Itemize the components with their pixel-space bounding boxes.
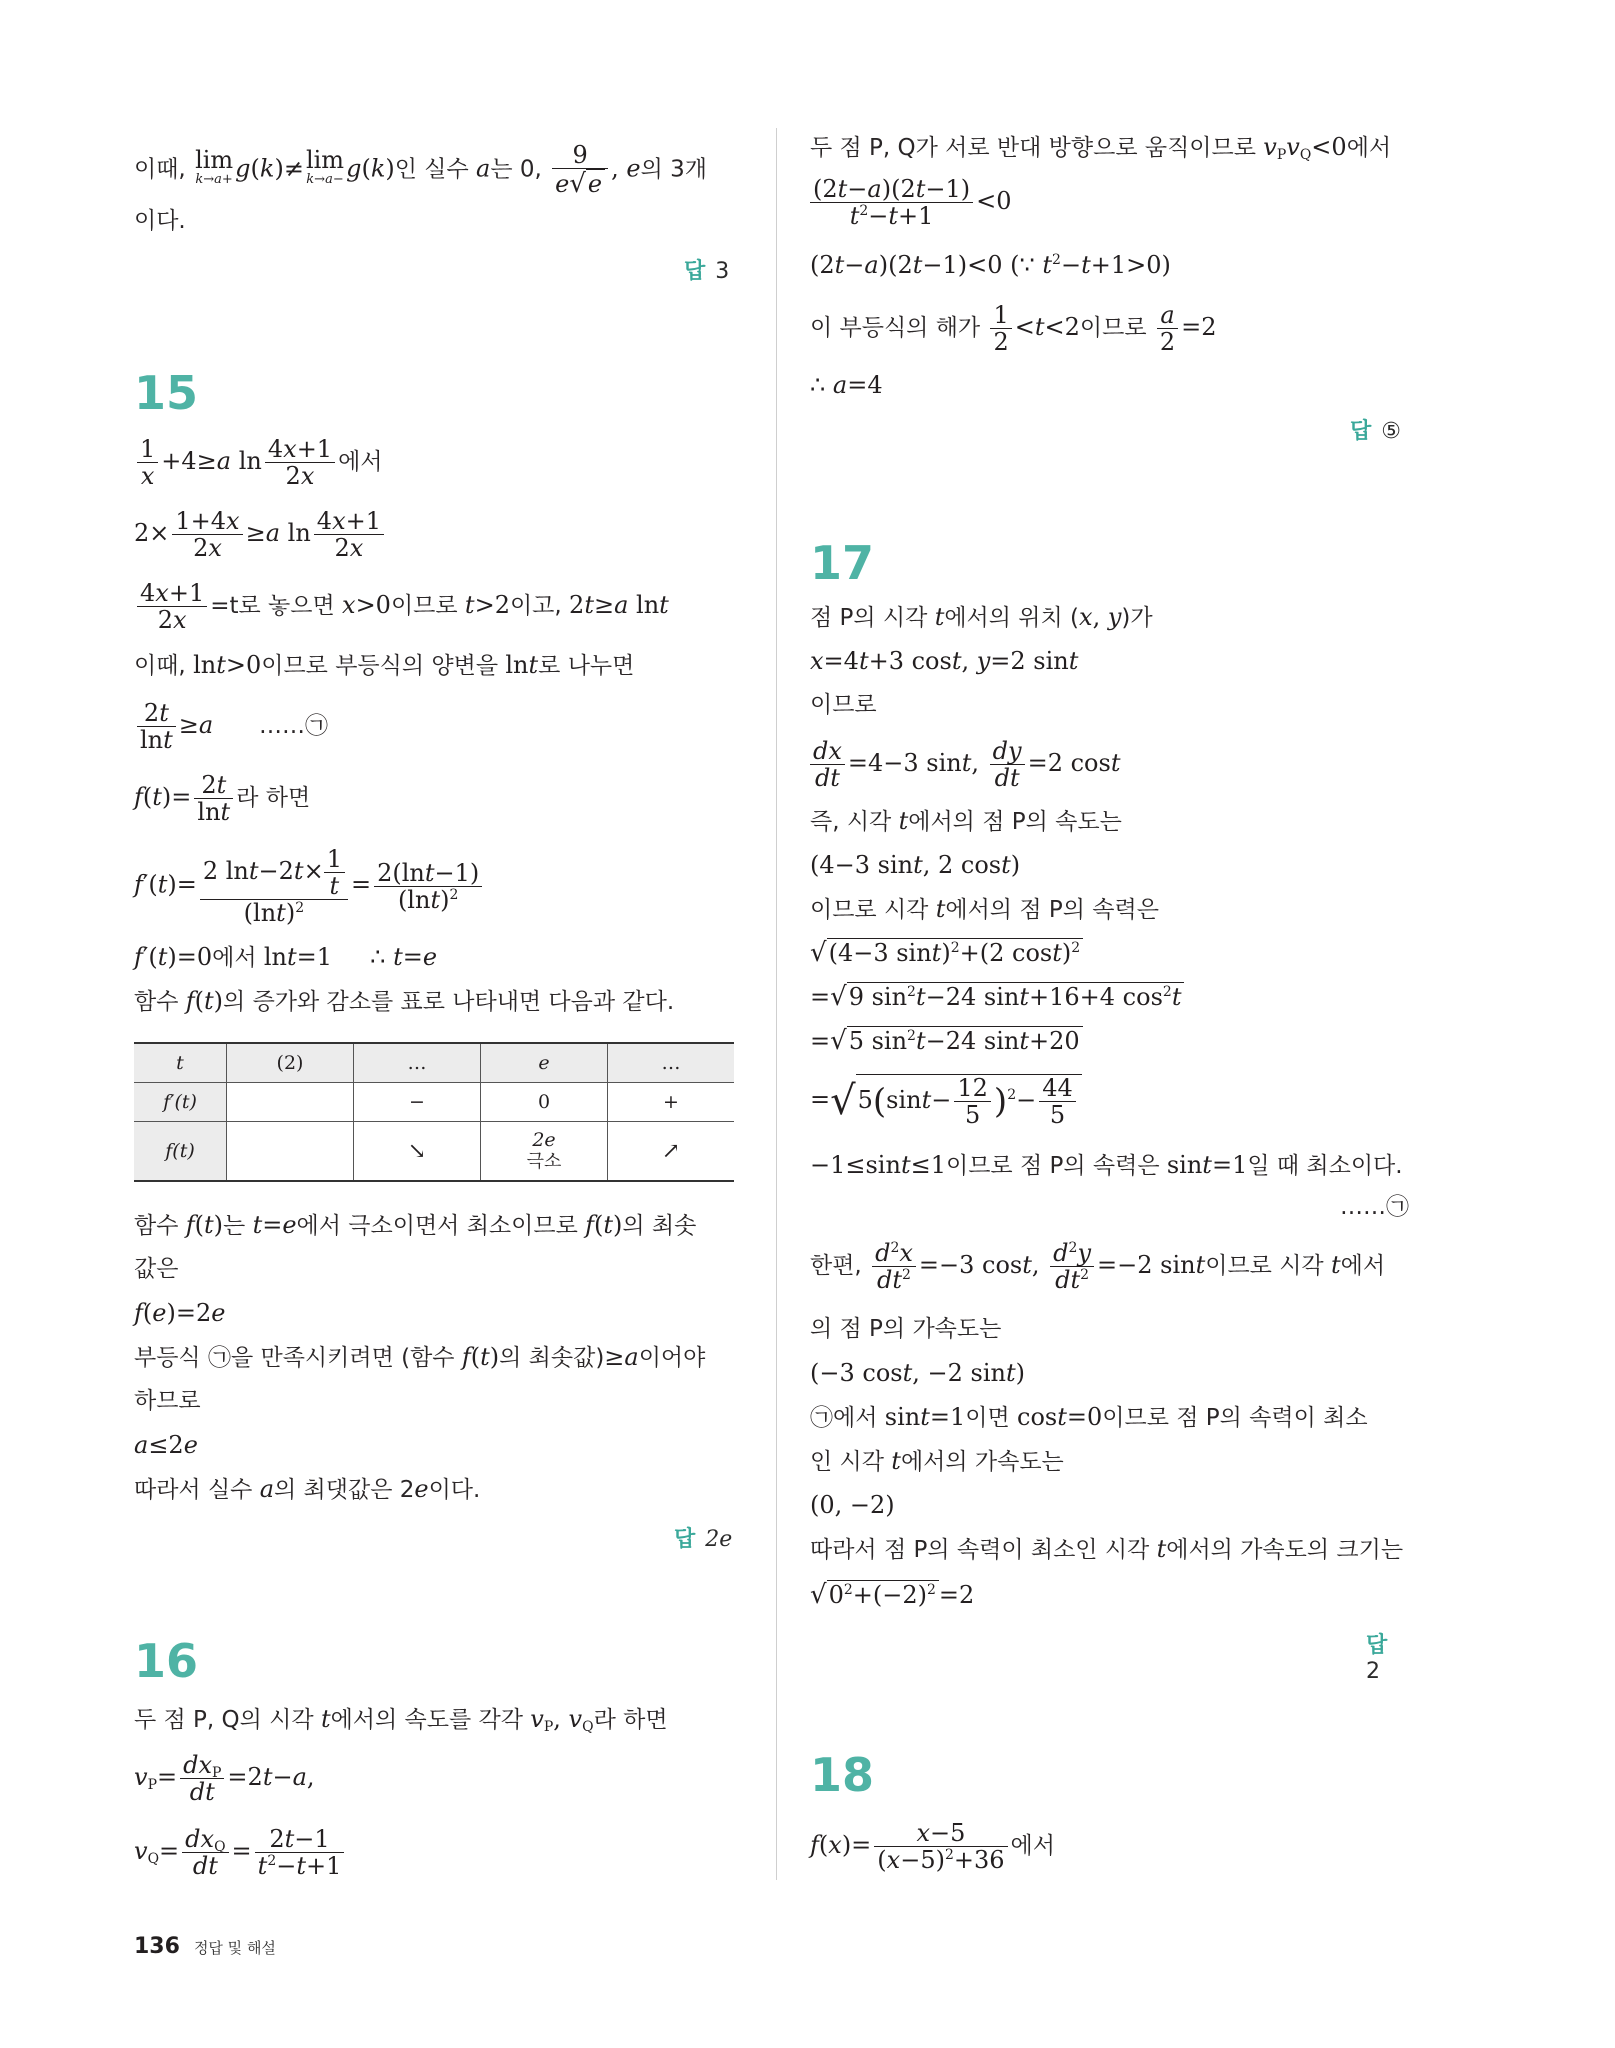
p17-line-11: 따라서 점 P의 속력이 최소인 시각 t에서의 가속도의 크기는 bbox=[810, 1535, 1404, 1563]
p17-line-7: 한편, $\frac{d^2x}{dt^2}$ =−3 cost, $\frac{d^2y}{dt^2}$ =−2 sint이므로 시각 t에서 bbox=[810, 1239, 1386, 1294]
p15-eq-5: $\frac{2t}{\ln t}$ ≥a ……㉠ bbox=[134, 700, 328, 753]
p18-line-1: f(x)= $\frac{x-5}{(x-5)^2+36}$ 에서 bbox=[810, 1819, 1055, 1874]
p14-answer: 답 3 bbox=[684, 259, 730, 284]
p17-line-3: 이므로 bbox=[810, 692, 877, 718]
p15-eq-2: 2× $\frac{1+4x}{2x}$ ≥a ln $\frac{4x+1}{2x}$ bbox=[134, 508, 387, 561]
problem-18-number: 18 bbox=[810, 1748, 875, 1802]
page-footer bbox=[134, 1934, 276, 1959]
problem-16-number: 16 bbox=[134, 1634, 199, 1688]
table-cell: ↗ bbox=[608, 1122, 735, 1182]
table-cell: t bbox=[134, 1043, 227, 1083]
p15-eq-6: f(t)= $\frac{2t}{\ln t}$ 라 하면 bbox=[134, 771, 311, 826]
problem-15-number: 15 bbox=[134, 366, 199, 420]
p15-line-15: a≤2e bbox=[134, 1431, 198, 1459]
p17-line-4: 즉, 시각 t에서의 점 P의 속도는 bbox=[810, 807, 1122, 835]
p17-acceleration: (−3 cost, −2 sint) bbox=[810, 1359, 1025, 1387]
footer-text: 정답 및 해설 bbox=[193, 1939, 276, 1957]
table-cell: 0 bbox=[481, 1083, 608, 1122]
min-label: 극소 bbox=[526, 1151, 562, 1172]
p17-speed-1: √(4−3 sint)$^2$+(2 cost)$^2$ bbox=[810, 938, 1083, 968]
table-cell: f(t) bbox=[134, 1122, 227, 1182]
table-cell: f′(t) bbox=[134, 1083, 227, 1122]
table-cell: … bbox=[354, 1043, 481, 1083]
p17-speed-4: =√5(sint− $\frac{12}{5}$ )$^2$− $\frac{44}{5}$ bbox=[810, 1074, 1082, 1128]
p16-eq-vq: $v_Q=$ $\frac{dx_Q}{dt}$ = $\frac{2t-1}{t^2-t+1}$ bbox=[134, 1826, 347, 1879]
table-row bbox=[134, 1083, 734, 1122]
table-cell: − bbox=[354, 1083, 481, 1122]
min-value: 2e bbox=[532, 1129, 556, 1151]
p17-magnitude: $√0^2+(-2)^2 =2$ bbox=[810, 1580, 975, 1610]
p16-eq-vp: $v_P=$ $\frac{dx_P}{dt}$ =2t−a, bbox=[134, 1751, 315, 1806]
p16-answer: 답 ⑤ bbox=[1350, 419, 1401, 444]
p17-velocity: (4−3 sint, 2 cost) bbox=[810, 851, 1021, 879]
column-divider bbox=[776, 128, 777, 1880]
table-cell: e bbox=[481, 1043, 608, 1083]
p17-line-2: x=4t+3 cost, y=2 sint bbox=[810, 647, 1079, 675]
p16-result: ∴ a=4 bbox=[810, 371, 883, 399]
p15-eq-7: f′(t)= 2 lnt−2t× $\frac{1}{t}$ $(\ln t)^2$ = $\frac{2(\ln t-1)}{(\ln t)^2}$ bbox=[134, 846, 485, 926]
p17-eq-deriv: $\frac{dx}{dt}$ =4−3 sint, $\frac{dy}{dt}$ =2 cost bbox=[810, 738, 1120, 791]
problem-17-number: 17 bbox=[810, 536, 875, 590]
p16-eq-ineq-1: $\frac{(2t-a)(2t-1)}{t^2-t+1}$ <0 bbox=[810, 176, 1012, 229]
p16-eq-ineq-2: (2t−a)(2t−1)<0 (∵ $t^2-t+1>0$) bbox=[810, 251, 1171, 279]
p17-acc-value: (0, −2) bbox=[810, 1491, 895, 1519]
p17-line-9: ㉠에서 sint=1이면 cost=0이므로 점 P의 속력이 최소 bbox=[810, 1403, 1368, 1431]
p17-line-10: 인 시각 t에서의 가속도는 bbox=[810, 1447, 1064, 1475]
p17-marker: ……㉠ bbox=[1340, 1194, 1409, 1220]
page-number: 136 bbox=[134, 1934, 180, 1959]
table-row bbox=[134, 1043, 734, 1083]
p17-speed-3: =√5 $\sin^2t-24$ sint+20 bbox=[810, 1026, 1083, 1056]
p16-line-2: 두 점 P, Q가 서로 반대 방향으로 움직이므로 $v_Pv_Q<0$에서 bbox=[810, 133, 1392, 163]
table-cell: (2) bbox=[227, 1043, 354, 1083]
table-row bbox=[134, 1122, 734, 1182]
p17-line-5: 이므로 시각 t에서의 점 P의 속력은 bbox=[810, 895, 1159, 923]
p17-line-6: −1≤sint≤1이므로 점 P의 속력은 sint=1일 때 최소이다. bbox=[810, 1151, 1403, 1179]
p16-line-1: 두 점 P, Q의 시각 t에서의 속도를 각각 $v_P$, $v_Q$라 하면 bbox=[134, 1705, 668, 1735]
p17-line-8: 의 점 P의 가속도는 bbox=[810, 1316, 1002, 1342]
p17-speed-2: =√9 $\sin^2t-24$ sint+16+4 $\cos^2t$ bbox=[810, 982, 1184, 1012]
increase-decrease-table bbox=[134, 1042, 734, 1182]
p15-line-14: 하므로 bbox=[134, 1388, 201, 1414]
p14-line-1: 이때, lim k→a+ g(k)≠ lim k→a− g(k)인 실수 a는 0, $\frac{9}{e√e}$ , e의 3개 bbox=[134, 141, 707, 199]
p15-line-10: 함수 f(t)는 t=e에서 극소이면서 최소이므로 f(t)의 최솟 bbox=[134, 1211, 697, 1239]
table-cell: … bbox=[608, 1043, 735, 1083]
p15-line-11: 값은 bbox=[134, 1256, 179, 1282]
p15-answer: 답 2e bbox=[674, 1527, 733, 1552]
table-cell bbox=[227, 1122, 354, 1182]
table-cell: ↘ bbox=[354, 1122, 481, 1182]
p15-line-9: 함수 f(t)의 증가와 감소를 표로 나타내면 다음과 같다. bbox=[134, 987, 675, 1015]
p16-line-3: 이 부등식의 해가 $\frac{1}{2}$ <t<2이므로 $\frac{a}{2}$ =2 bbox=[810, 301, 1217, 356]
p15-line-12: f(e)=2e bbox=[134, 1299, 226, 1327]
p17-line-1: 점 P의 시각 t에서의 위치 (x, y)가 bbox=[810, 603, 1153, 631]
p15-eq-3: $\frac{4x+1}{2x}$ =t로 놓으면 x>0이므로 t>2이고, 2t≥a lnt bbox=[134, 580, 669, 633]
p15-line-13: 부등식 ㉠을 만족시키려면 (함수 f(t)의 최솟값)≥a이어야 bbox=[134, 1343, 706, 1371]
p17-answer: 답2 bbox=[1366, 1633, 1388, 1684]
p14-line-2: 이다. bbox=[134, 208, 186, 234]
p15-line-4: 이때, lnt>0이므로 부등식의 양변을 lnt로 나누면 bbox=[134, 651, 635, 679]
p15-line-16: 따라서 실수 a의 최댓값은 2e이다. bbox=[134, 1475, 481, 1503]
table-cell: + bbox=[608, 1083, 735, 1122]
p15-line-8: f′(t)=0에서 lnt=1 ∴ t=e bbox=[134, 943, 438, 971]
table-cell bbox=[227, 1083, 354, 1122]
p15-eq-1: $\frac{1}{x}$ +4≥a ln $\frac{4x+1}{2x}$ 에서 bbox=[134, 436, 383, 489]
table-cell bbox=[481, 1122, 608, 1182]
